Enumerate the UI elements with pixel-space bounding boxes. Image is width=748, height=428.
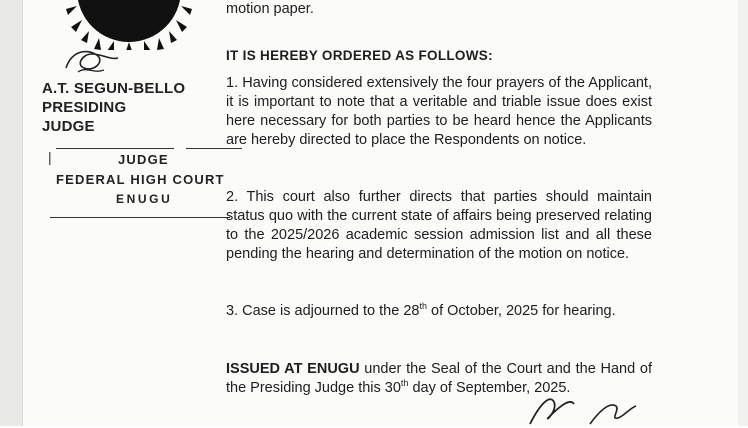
judge-label: JUDGE [42,118,95,135]
issued-sup: th [400,378,409,389]
signature-mark-icon [58,46,128,78]
judge-name: A.T. SEGUN-BELLO [42,80,186,97]
para3-text: 3. Case is adjourned to the 28 [226,303,420,319]
paragraph-1: 1. Having considered extensively the four prayers of the Applicant, it is important to note that a veritable and triable issue does exist here necessary for both parties to be heard hence the Applicants are hereby directed to place the Respondents on notice. [226,75,652,148]
paragraph-3 [226,302,652,321]
paragraph-2: 2. This court also further directs that parties should maintain status quo with the current state of affairs being preserved relating to the 2025/2026 academic session admission list and all these pending the hearing and determination of the motion on notice. [226,189,652,262]
para3-text-end: of October, 2025 for hearing. [426,303,616,319]
court-seal-icon [54,0,204,50]
intro-text: motion paper. [226,1,314,17]
issued-text-end: day of September, 2025. [408,380,571,396]
signature-icon [520,384,650,428]
order-heading: IT IS HEREBY ORDERED AS FOLLOWS: [226,48,493,63]
page-edge-right [738,0,748,426]
divider-line [50,217,230,218]
tick-mark: | [48,149,52,165]
issued-text: under the Seal of the Court and the Hand of the Presiding Judge this 30 [226,361,652,396]
presiding-label: PRESIDING [42,99,127,116]
page-edge [0,0,23,426]
stamp-judge: JUDGE [118,152,169,167]
para3-sup: th [419,301,427,312]
stamp-court: FEDERAL HIGH COURT [56,172,225,187]
stamp-city: ENUGU [116,192,173,206]
judge-name-block [42,79,217,136]
divider-line [56,148,174,149]
issued-label: ISSUED AT ENUGU [226,361,360,377]
